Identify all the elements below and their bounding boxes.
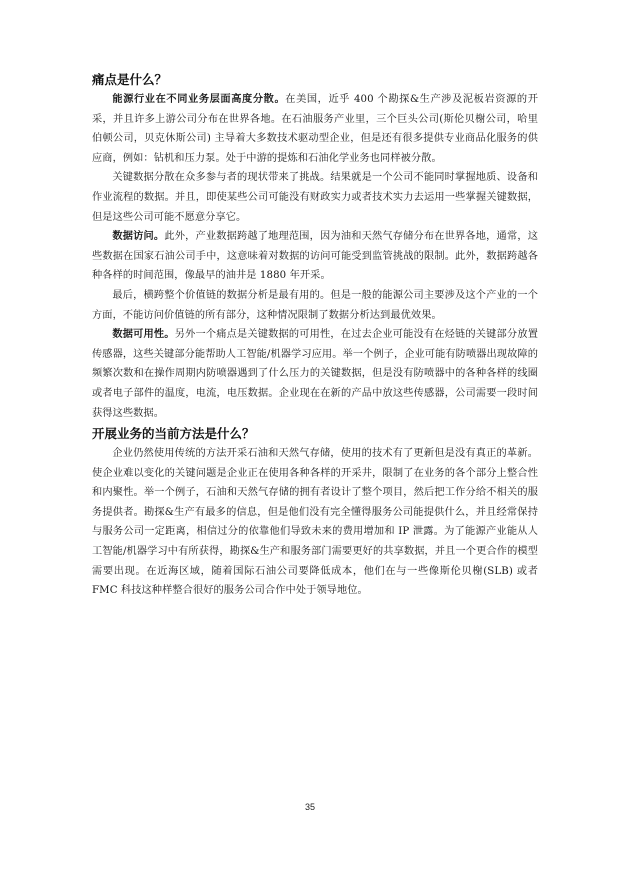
paragraph-text: 另外一个痛点是关键数据的可用性，在过去企业可能没有在烃链的关键部分放置传感器，这些关键部分能帮助人工智能/机器学习应用。举一个例子，企业可能有防喷器出现故障的频繁次数和在操作周期内防喷器遇到了什么压力的关键数据，但是没有防喷器中的各种各样的线圈或者电子部件的温度，电流，电压数据。企业现在在新的产品中放这些传感器，公司需要一段时间获得这些数据。 (92, 329, 538, 419)
paragraph-text: 最后，横跨整个价值链的数据分析是最有用的。但是一般的能源公司主要涉及这个产业的一个方面，不能访问价值链的所有部分，这种情况限制了数据分析达到最优效果。 (92, 289, 538, 321)
paragraph-lead: 数据可用性。 (112, 329, 175, 341)
paragraph-lead: 能源行业在不同业务层面高度分散。 (112, 94, 286, 105)
paragraph-data-availability (92, 325, 538, 423)
paragraph-lead: 数据访问。 (112, 231, 165, 243)
paragraph-current-approach (92, 444, 538, 601)
paragraph-key-data-challenge (92, 168, 538, 227)
paragraph-text: 企业仍然使用传统的方法开采石油和天然气存储，使用的技术有了更新但是没有真正的革新。使企业难以变化的关键问题是企业正在使用各种各样的开采井，限制了在业务的各个部分上整合性和内聚性。举一个例子，石油和天然气存储的拥有者设计了整个项目，然后把工作分给不相关的服务提供者。勘探&生产有最多的信息，但是他们没有完全懂得服务公司能提供什么，并且经常保持与服务公司一定距离，相信过分的依靠他们导致未来的费用增加和 IP 泄露。为了能源产业能从人工智能/机器学习中有所获得，勘探&生产和服务部门需要更好的共享数据，并且一个更合作的模型需要出现。在近海区域，随着国际石油公司要降低成本，他们在与一些像斯伦贝榭(SLB) 或者 FMC 科技这种样整合很好的服务公司合作中处于领导地位。 (92, 448, 538, 597)
paragraph-fragmentation (92, 90, 538, 168)
paragraph-value-chain (92, 286, 538, 325)
paragraph-text: 此外，产业数据跨越了地理范围，因为油和天然气存储分布在世界各地，通常，这些数据在国家石油公司手中，这意味着对数据的访问可能受到监管挑战的限制。此外，数据跨越各种各样的时间范围，像最早的油井是 1880 年开采。 (92, 231, 538, 282)
section-heading-current-approach: 开展业务的当前方法是什么？ (92, 426, 255, 442)
document-page (92, 68, 538, 601)
section-heading-pain-points: 痛点是什么？ (92, 72, 168, 87)
paragraph-text: 关键数据分散在众多参与者的现状带来了挑战。结果就是一个公司不能同时掌握地质、设备和作业流程的数据。并且，即使某些公司可能没有财政实力或者技术实力去运用一些掌握关键数据，但是这些公司可能不愿意分享它。 (92, 172, 538, 223)
paragraph-text: 在美国，近乎 400 个勘探&生产涉及泥板岩资源的开采，并且许多上游公司分布在世界各地。在石油服务产业里，三个巨头公司(斯伦贝榭公司，哈里伯顿公司，贝克休斯公司) 主导着大多数技术驱动型企业，但是还有很多提供专业商品化服务的供应商，例如：钻机和压力泵。处于中游的提炼和石油化学业务也同样被分散。 (92, 94, 538, 164)
page-number: 35 (304, 802, 315, 812)
paragraph-data-access (92, 227, 538, 286)
